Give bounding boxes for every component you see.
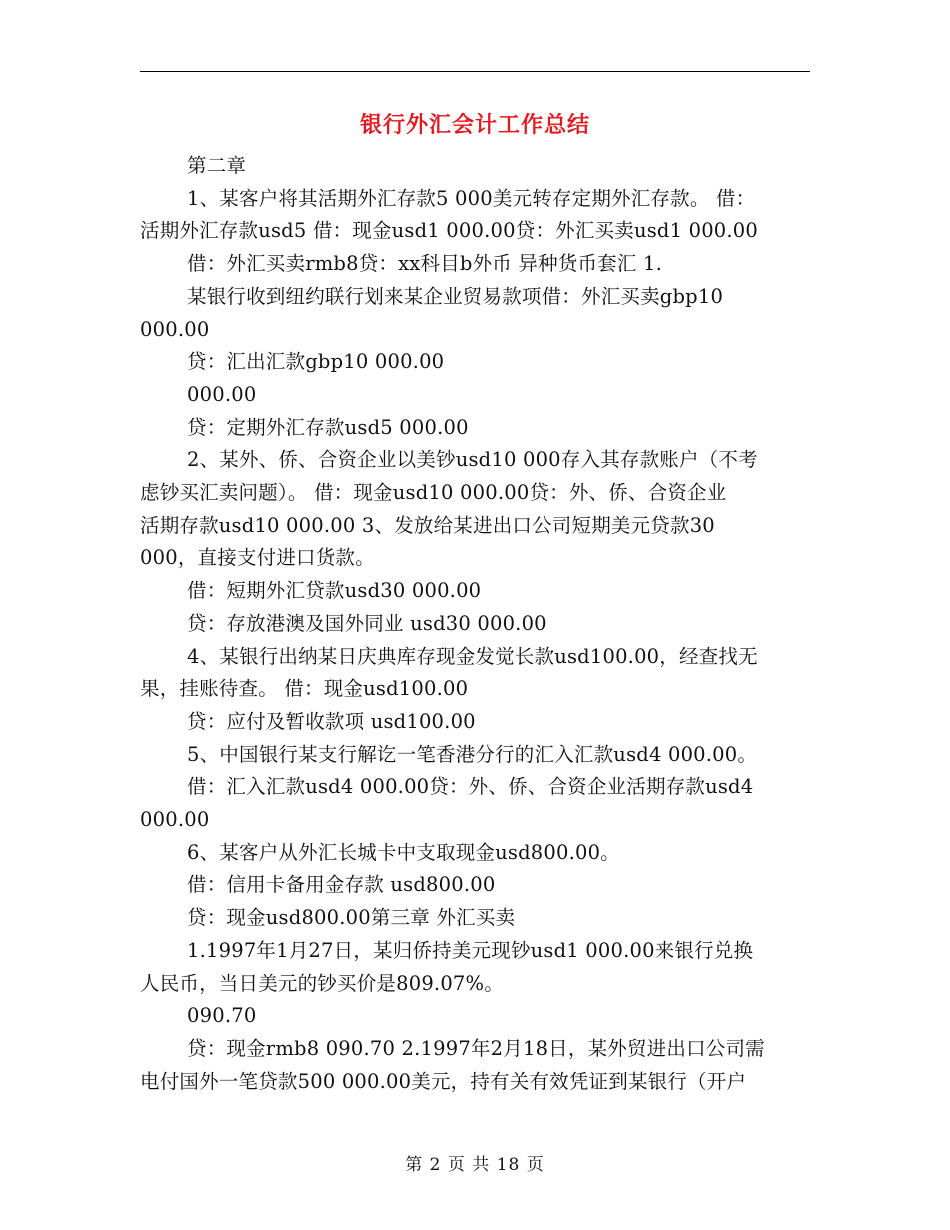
text-line: 某银行收到纽约联行划来某企业贸易款项借：外汇买卖gbp10: [187, 284, 724, 308]
text-line: 借：汇入汇款usd4 000.00贷：外、侨、合资企业活期存款usd4: [187, 775, 754, 799]
text-line: 2、某外、侨、合资企业以美钞usd10 000存入其存款账户（不考: [187, 448, 758, 472]
page-footer: 第 2 页 共 18 页: [405, 1155, 545, 1175]
text-line: 6、某客户从外汇长城卡中支取现金usd800.00。: [187, 840, 620, 864]
text-line: 第二章: [187, 154, 247, 177]
text-line: 000，直接支付进口货款。: [140, 546, 375, 570]
document-body: [140, 150, 810, 1098]
text-line: 贷：存放港澳及国外同业 usd30 000.00: [187, 611, 547, 635]
text-line: 000.00: [187, 382, 257, 406]
text-line: 贷：现金usd800.00第三章 外汇买卖: [187, 906, 516, 930]
text-line: 人民币，当日美元的钞买价是809.07%。: [140, 971, 504, 995]
document-title: 银行外汇会计工作总结: [359, 112, 590, 138]
header-rule: [140, 71, 810, 72]
text-line: 090.70: [187, 1004, 257, 1028]
text-line: 1.1997年1月27日，某归侨持美元现钞usd1 000.00来银行兑换: [187, 938, 754, 962]
text-line: 5、中国银行某支行解讫一笔香港分行的汇入汇款usd4 000.00。: [187, 742, 758, 766]
text-line: 电付国外一笔贷款500 000.00美元，持有关有效凭证到某银行（开户: [140, 1069, 747, 1093]
text-line: 4、某银行出纳某日庆典库存现金发觉长款usd100.00，经查找无: [187, 644, 758, 668]
text-line: 借：短期外汇贷款usd30 000.00: [187, 579, 482, 603]
text-line: 借：信用卡备用金存款 usd800.00: [187, 873, 496, 897]
text-line: 贷：应付及暂收款项 usd100.00: [187, 709, 476, 733]
text-line: 果，挂账待查。 借：现金usd100.00: [140, 677, 469, 701]
text-line: 1、某客户将其活期外汇存款5 000美元转存定期外汇存款。 借：: [187, 186, 756, 210]
text-line: 借：外汇买卖rmb8贷：xx科目b外币 异种货币套汇 1.: [187, 252, 662, 276]
text-line: 活期存款usd10 000.00 3、发放给某进出口公司短期美元贷款30: [140, 513, 715, 537]
text-line: 贷：汇出汇款gbp10 000.00: [187, 350, 445, 374]
text-line: 虑钞买汇卖问题）。 借：现金usd10 000.00贷：外、侨、合资企业: [140, 481, 727, 505]
text-line: 000.00: [140, 317, 210, 341]
text-line: 贷：定期外汇存款usd5 000.00: [187, 415, 469, 439]
text-line: 活期外汇存款usd5 借：现金usd1 000.00贷：外汇买卖usd1 000.00: [140, 219, 759, 243]
text-line: 贷：现金rmb8 090.70 2.1997年2月18日，某外贸进出口公司需: [187, 1036, 765, 1060]
text-line: 000.00: [140, 808, 210, 832]
